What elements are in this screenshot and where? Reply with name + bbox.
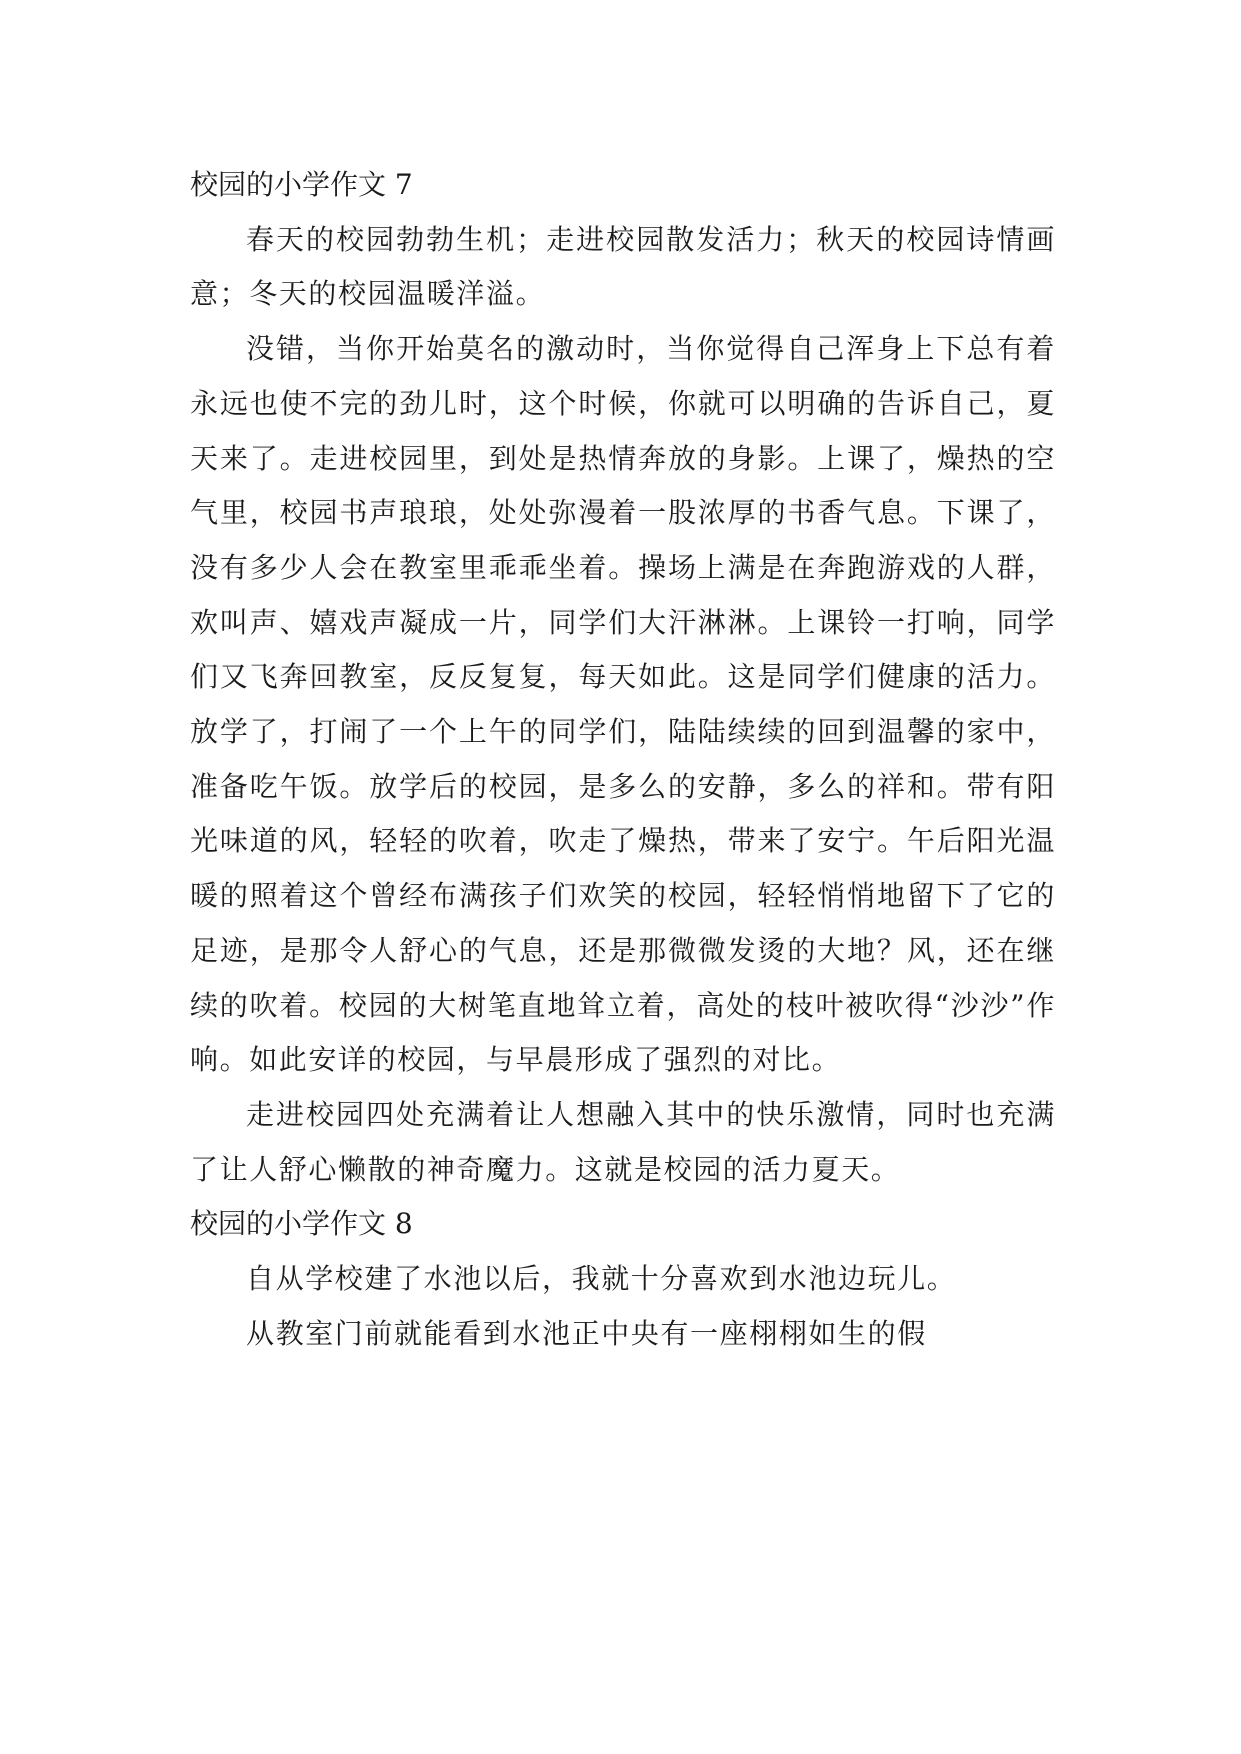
paragraph: 走进校园四处充满着让人想融入其中的快乐激情，同时也充满了让人舒心懒散的神奇魔力。这就是校园的活力夏天。 — [190, 1097, 1056, 1186]
section-title: 校园的小学作文 8 — [190, 1207, 413, 1241]
paragraph: 从教室门前就能看到水池正中央有一座栩栩如生的假 — [246, 1316, 927, 1350]
paragraph: 春天的校园勃勃生机；走进校园散发活力；秋天的校园诗情画意；冬天的校园温暖洋溢。 — [190, 222, 1056, 311]
document-page — [190, 158, 1056, 1361]
paragraph: 没错，当你开始莫名的激动时，当你觉得自己浑身上下总有着永远也使不完的劲儿时，这个时候，你就可以明确的告诉自己，夏天来了。走进校园里，到处是热情奔放的身影。上课了，燥热的空气里，校园书声琅琅，处处弥漫着一股浓厚的书香气息。下课了，没有多少人会在教室里乖乖坐着。操场上满是在奔跑游戏的人群，欢叫声、嬉戏声凝成一片，同学们大汗淋淋。上课铃一打响，同学们又飞奔回教室，反反复复，每天如此。这是同学们健康的活力。放学了，打闹了一个上午的同学们，陆陆续续的回到温馨的家中，准备吃午饭。放学后的校园，是多么的安静，多么的祥和。带有阳光味道的风，轻轻的吹着，吹走了燥热，带来了安宁。午后阳光温暖的照着这个曾经布满孩子们欢笑的校园，轻轻悄悄地留下了它的足迹，是那令人舒心的气息，还是那微微发烫的大地？风，还在继续的吹着。校园的大树笔直地耸立着，高处的枝叶被吹得“沙沙”作响。如此安详的校园，与早晨形成了强烈的对比。 — [190, 332, 1056, 1077]
paragraph: 自从学校建了水池以后，我就十分喜欢到水池边玩儿。 — [246, 1262, 957, 1296]
section-title: 校园的小学作文 7 — [190, 168, 413, 201]
